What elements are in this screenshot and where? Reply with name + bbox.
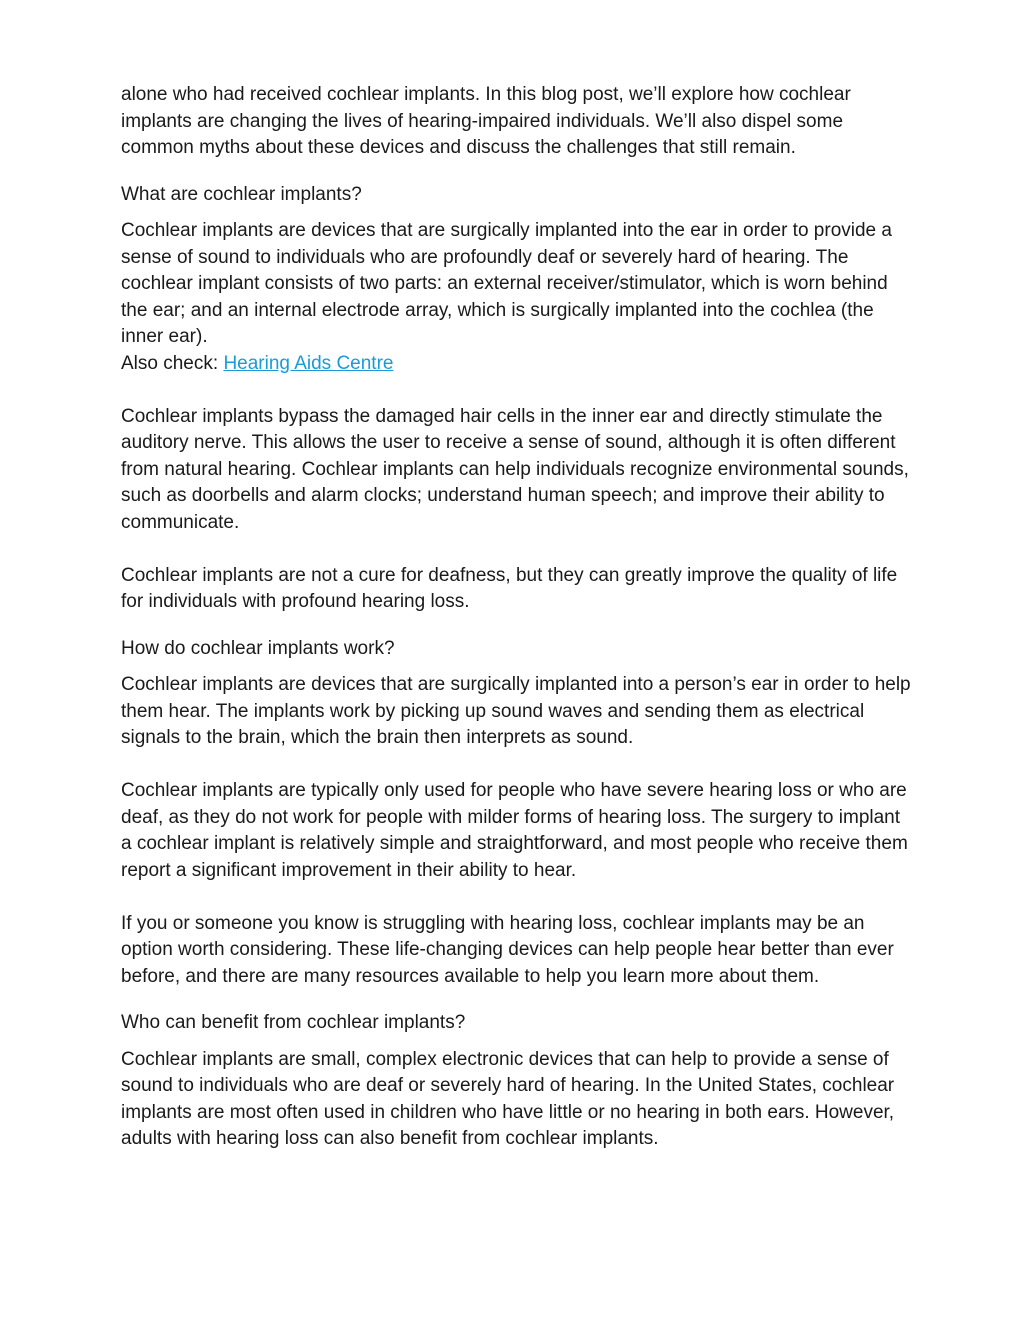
paragraph-how-3: If you or someone you know is struggling with hearing loss, cochlear implants may be an option worth considering. These life-changing devices can help people hear better than ever before, and there are many resources available to help you learn more about them. xyxy=(121,912,894,987)
paragraph-what-3: Cochlear implants are not a cure for deafness, but they can greatly improve the quality of life for individuals with profound hearing loss. xyxy=(121,564,898,612)
paragraph-who-1: Cochlear implants are small, complex electronic devices that can help to provide a sense of sound to individuals who are deaf or severely hard of hearing. In the United States, cochlear implants are most often used in children who have little or no hearing in both ears. However, adults with hearing loss can also benefit from cochlear implants. xyxy=(121,1048,895,1149)
paragraph-what-2: Cochlear implants bypass the damaged hair cells in the inner ear and directly stimulate the auditory nerve. This allows the user to receive a sense of sound, although it is often different from natural hearing. Cochlear implants can help individuals recognize environmental sounds, such as doorbells and alarm clocks; understand human speech; and improve their ability to communicate. xyxy=(121,405,909,533)
paragraph-what-1: Cochlear implants are devices that are surgically implanted into the ear in order to provide a sense of sound to individuals who are profoundly deaf or severely hard of hearing. The cochlear implant consists of two parts: an external receiver/stimulator, which is worn behind the ear; and an internal electrode array, which is surgically implanted into the cochlea (the inner ear). xyxy=(121,220,892,347)
section-heading-what: What are cochlear implants? xyxy=(121,183,362,205)
also-check-line xyxy=(121,351,911,378)
intro-paragraph: alone who had received cochlear implants. In this blog post, we’ll explore how cochlear implants are changing the lives of hearing-impaired individuals. We’ll also dispel some common myths about these devices and discuss the challenges that still remain. xyxy=(121,84,851,158)
also-check-prefix: Also check: xyxy=(121,352,224,374)
section-heading-how: How do cochlear implants work? xyxy=(121,637,395,659)
paragraph-how-2: Cochlear implants are typically only used for people who have severe hearing loss or who are deaf, as they do not work for people with milder forms of hearing loss. The surgery to implant a cochlear implant is relatively simple and straightforward, and most people who receive them report a significant improvement in their ability to hear. xyxy=(121,780,908,881)
section-heading-who: Who can benefit from cochlear implants? xyxy=(121,1012,466,1033)
document-body xyxy=(121,82,911,1153)
paragraph-how-1: Cochlear implants are devices that are surgically implanted into a person’s ear in order to help them hear. The implants work by picking up sound waves and sending them as electrical signals to the brain, which the brain then interprets as sound. xyxy=(121,674,911,748)
hearing-aids-centre-link[interactable]: Hearing Aids Centre xyxy=(223,352,394,374)
